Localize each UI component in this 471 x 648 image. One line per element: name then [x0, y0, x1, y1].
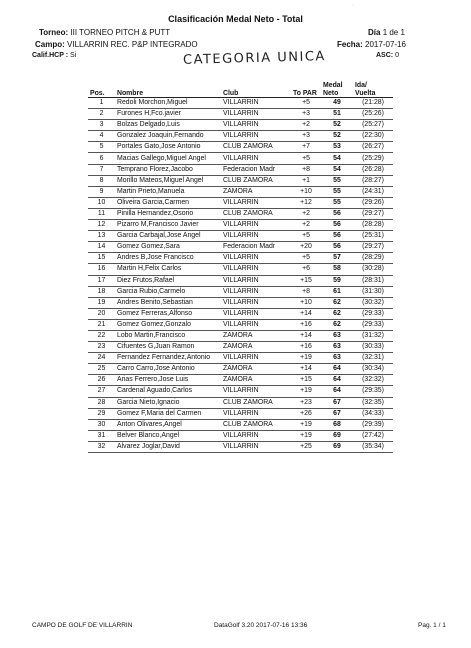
cell-club: Federacion Madr — [221, 242, 291, 253]
asc-label: ASC: — [376, 52, 394, 59]
cell-nombre: Macias Gallego,Miguel Angel — [115, 153, 221, 164]
table-row — [88, 353, 393, 364]
cell-ida: (26:27) — [353, 142, 393, 153]
cell-par: +19 — [291, 386, 321, 397]
cell-pos: 17 — [88, 275, 115, 286]
cell-pos: 16 — [88, 264, 115, 275]
cell-pos: 32 — [88, 441, 115, 452]
cell-neto: 63 — [321, 342, 353, 353]
cell-neto: 62 — [321, 297, 353, 308]
table-row — [88, 286, 393, 297]
cell-club: VILLARRIN — [221, 286, 291, 297]
table-row — [88, 408, 393, 419]
campo-line — [35, 40, 198, 49]
col-header-neto — [321, 82, 353, 98]
cell-nombre: Bolzas Delgado,Luis — [115, 120, 221, 131]
cell-nombre: Carro Carro,Jose Antonio — [115, 364, 221, 375]
cell-nombre: Gomez Ferreras,Alfonso — [115, 308, 221, 319]
cell-nombre: Gonzalez Joaquin,Fernando — [115, 131, 221, 142]
fecha-label: Fecha: — [337, 40, 363, 49]
cell-par: +15 — [291, 375, 321, 386]
cell-par: +5 — [291, 98, 321, 109]
cell-ida: (30:34) — [353, 364, 393, 375]
cell-pos: 4 — [88, 131, 115, 142]
fecha-line — [337, 40, 406, 49]
col-header-ida — [353, 82, 393, 98]
cell-club: VILLARRIN — [221, 98, 291, 109]
cell-ida: (26:28) — [353, 164, 393, 175]
cell-par: +2 — [291, 120, 321, 131]
torneo-value: III TORNEO PITCH & PUTT — [70, 28, 171, 37]
cell-ida: (21:28) — [353, 98, 393, 109]
cell-pos: 23 — [88, 342, 115, 353]
table-row — [88, 319, 393, 330]
cell-neto: 54 — [321, 153, 353, 164]
cell-ida: (35:34) — [353, 441, 393, 452]
cell-ida: (30:32) — [353, 297, 393, 308]
cell-pos: 1 — [88, 98, 115, 109]
cell-par: +25 — [291, 441, 321, 452]
cell-par: +12 — [291, 197, 321, 208]
table-row — [88, 297, 393, 308]
cell-nombre: Andres B,Jose Francisco — [115, 253, 221, 264]
cell-pos: 3 — [88, 120, 115, 131]
campo-value: VILLARRIN REC. P&P INTEGRADO — [67, 40, 198, 49]
cell-pos: 21 — [88, 319, 115, 330]
cell-club: VILLARRIN — [221, 308, 291, 319]
cell-neto: 67 — [321, 397, 353, 408]
cell-pos: 26 — [88, 375, 115, 386]
table-row — [88, 208, 393, 219]
cell-nombre: Temprano Florez,Jacobo — [115, 164, 221, 175]
cell-nombre: Garcia Nieto,Ignacio — [115, 397, 221, 408]
cell-par: +1 — [291, 175, 321, 186]
cell-neto: 53 — [321, 142, 353, 153]
cell-par: +14 — [291, 364, 321, 375]
cell-par: +2 — [291, 220, 321, 231]
cell-club: CLUB ZAMORA — [221, 175, 291, 186]
col-header-neto-line1: Medal — [323, 82, 343, 89]
cell-pos: 9 — [88, 186, 115, 197]
cell-club: CLUB ZAMORA — [221, 397, 291, 408]
cell-par: +23 — [291, 397, 321, 408]
table-header-row — [88, 82, 393, 98]
cell-nombre: Gomez F,Maria del Carmen — [115, 408, 221, 419]
cell-nombre: Furones H,Fco.javier — [115, 109, 221, 120]
cell-par: +10 — [291, 297, 321, 308]
cell-club: VILLARRIN — [221, 408, 291, 419]
cell-nombre: Lobo Martin,Francisco — [115, 330, 221, 341]
cell-pos: 7 — [88, 164, 115, 175]
table-row — [88, 175, 393, 186]
cell-club: VILLARRIN — [221, 253, 291, 264]
cell-club: ZAMORA — [221, 342, 291, 353]
cell-par: +7 — [291, 142, 321, 153]
table-row — [88, 397, 393, 408]
cell-ida: (30:28) — [353, 264, 393, 275]
cell-par: +5 — [291, 153, 321, 164]
table-row — [88, 131, 393, 142]
cell-nombre: Diez Frutos,Rafael — [115, 275, 221, 286]
cell-nombre: Cardenal Aguado,Carlos — [115, 386, 221, 397]
cell-neto: 49 — [321, 98, 353, 109]
cell-pos: 13 — [88, 231, 115, 242]
table-row — [88, 375, 393, 386]
cell-club: CLUB ZAMORA — [221, 208, 291, 219]
cell-par: +5 — [291, 231, 321, 242]
table-body — [88, 98, 393, 453]
col-header-ida-line2: Vuelta — [355, 89, 376, 97]
cell-neto: 55 — [321, 197, 353, 208]
cell-pos: 20 — [88, 308, 115, 319]
cell-pos: 6 — [88, 153, 115, 164]
cell-neto: 55 — [321, 175, 353, 186]
cell-nombre: Belver Blanco,Angel — [115, 430, 221, 441]
cell-neto: 57 — [321, 253, 353, 264]
cell-ida: (29:35) — [353, 386, 393, 397]
cell-club: VILLARRIN — [221, 353, 291, 364]
cell-ida: (29:33) — [353, 308, 393, 319]
table-row — [88, 430, 393, 441]
cell-nombre: Oliveira Garcia,Carmen — [115, 197, 221, 208]
cell-par: +20 — [291, 242, 321, 253]
cell-club: VILLARRIN — [221, 441, 291, 452]
cell-par: +16 — [291, 319, 321, 330]
cell-neto: 51 — [321, 109, 353, 120]
calif-label: Calif.HCP : — [32, 52, 69, 59]
dia-value: 1 de 1 — [382, 28, 405, 37]
cell-ida: (28:27) — [353, 175, 393, 186]
col-header-neto-line2: Neto — [323, 89, 339, 97]
cell-pos: 24 — [88, 353, 115, 364]
cell-neto: 67 — [321, 408, 353, 419]
table-row — [88, 364, 393, 375]
cell-ida: (34:33) — [353, 408, 393, 419]
footer-right: Pag. 1 / 1 — [418, 622, 446, 629]
cell-club: VILLARRIN — [221, 297, 291, 308]
table-row — [88, 342, 393, 353]
cell-nombre: Cifuentes G,Juan Ramon — [115, 342, 221, 353]
cell-nombre: Gomez Gomez,Gonzalo — [115, 319, 221, 330]
cell-nombre: Arias Ferrero,Jose Luis — [115, 375, 221, 386]
cell-ida: (22:30) — [353, 131, 393, 142]
col-header-nombre: Nombre — [115, 82, 221, 98]
cell-par: +3 — [291, 131, 321, 142]
cell-pos: 11 — [88, 208, 115, 219]
torneo-line — [39, 28, 170, 37]
cell-neto: 69 — [321, 430, 353, 441]
cell-pos: 25 — [88, 364, 115, 375]
cell-neto: 52 — [321, 131, 353, 142]
cell-neto: 64 — [321, 375, 353, 386]
col-header-ida-line1: Ida/ — [355, 82, 367, 89]
cell-club: ZAMORA — [221, 375, 291, 386]
cell-pos: 8 — [88, 175, 115, 186]
cell-nombre: Portales Gato,Jose Antonio — [115, 142, 221, 153]
cell-pos: 12 — [88, 220, 115, 231]
cell-neto: 52 — [321, 120, 353, 131]
table-row — [88, 153, 393, 164]
cell-nombre: Pinilla Hernandez,Osorio — [115, 208, 221, 219]
cell-ida: (29:26) — [353, 197, 393, 208]
cell-neto: 56 — [321, 231, 353, 242]
cell-par: +2 — [291, 208, 321, 219]
cell-ida: (28:31) — [353, 275, 393, 286]
table-row — [88, 197, 393, 208]
cell-neto: 68 — [321, 419, 353, 430]
cell-pos: 30 — [88, 419, 115, 430]
cell-nombre: Fernandez Fernandez,Antonio — [115, 353, 221, 364]
cell-neto: 63 — [321, 330, 353, 341]
col-header-club: Club — [221, 82, 291, 98]
cell-pos: 22 — [88, 330, 115, 341]
cell-neto: 54 — [321, 164, 353, 175]
cell-club: VILLARRIN — [221, 220, 291, 231]
cell-neto: 63 — [321, 353, 353, 364]
footer-center: DataGolf 3.20 2017-07-16 13:36 — [214, 622, 308, 629]
cell-ida: (29:39) — [353, 419, 393, 430]
calif-line — [32, 52, 76, 59]
cell-ida: (24:31) — [353, 186, 393, 197]
fecha-value: 2017-07-16 — [365, 40, 406, 49]
cell-neto: 58 — [321, 264, 353, 275]
cell-neto: 64 — [321, 364, 353, 375]
cell-pos: 28 — [88, 397, 115, 408]
cell-ida: (32:35) — [353, 397, 393, 408]
table-row — [88, 98, 393, 109]
table-row — [88, 275, 393, 286]
cell-neto: 64 — [321, 386, 353, 397]
cell-pos: 31 — [88, 430, 115, 441]
cell-club: VILLARRIN — [221, 153, 291, 164]
report-title: Clasificación Medal Neto - Total — [168, 14, 303, 24]
cell-par: +8 — [291, 164, 321, 175]
cell-neto: 62 — [321, 308, 353, 319]
cell-club: ZAMORA — [221, 186, 291, 197]
table-row — [88, 242, 393, 253]
cell-pos: 2 — [88, 109, 115, 120]
table-row — [88, 419, 393, 430]
cell-ida: (32:31) — [353, 353, 393, 364]
cell-par: +10 — [291, 186, 321, 197]
cell-ida: (28:29) — [353, 253, 393, 264]
cell-par: +16 — [291, 342, 321, 353]
cell-neto: 56 — [321, 242, 353, 253]
handwritten-category: CATEGORIA UNICA — [182, 49, 327, 68]
cell-club: ZAMORA — [221, 364, 291, 375]
cell-club: VILLARRIN — [221, 120, 291, 131]
cell-ida: (32:32) — [353, 375, 393, 386]
cell-par: +14 — [291, 330, 321, 341]
cell-par: +19 — [291, 430, 321, 441]
table-row — [88, 164, 393, 175]
cell-nombre: Gomez Gomez,Sara — [115, 242, 221, 253]
cell-neto: 56 — [321, 220, 353, 231]
campo-label: Campo: — [35, 40, 65, 49]
table-row — [88, 220, 393, 231]
table-row — [88, 120, 393, 131]
cell-ida: (29:27) — [353, 208, 393, 219]
cell-pos: 27 — [88, 386, 115, 397]
cell-ida: (31:32) — [353, 330, 393, 341]
cell-par: +5 — [291, 253, 321, 264]
dia-line — [368, 28, 405, 37]
cell-pos: 10 — [88, 197, 115, 208]
cell-pos: 29 — [88, 408, 115, 419]
cell-club: VILLARRIN — [221, 197, 291, 208]
cell-ida: (25:26) — [353, 109, 393, 120]
cell-club: ZAMORA — [221, 330, 291, 341]
cell-club: CLUB ZAMORA — [221, 419, 291, 430]
cell-par: +19 — [291, 353, 321, 364]
cell-nombre: Alvarez Joglar,David — [115, 441, 221, 452]
cell-pos: 19 — [88, 297, 115, 308]
cell-ida: (25:29) — [353, 153, 393, 164]
cell-nombre: Pizarro M,Francisco Javier — [115, 220, 221, 231]
cell-pos: 18 — [88, 286, 115, 297]
cell-nombre: Andres Benito,Sebastian — [115, 297, 221, 308]
cell-neto: 59 — [321, 275, 353, 286]
table-row — [88, 142, 393, 153]
cell-nombre: Anton Olivares,Angel — [115, 419, 221, 430]
cell-pos: 14 — [88, 242, 115, 253]
table-row — [88, 441, 393, 452]
cell-club: VILLARRIN — [221, 231, 291, 242]
footer-left: CAMPO DE GOLF DE VILLARRIN — [32, 622, 133, 629]
table-row — [88, 308, 393, 319]
cell-par: +26 — [291, 408, 321, 419]
cell-nombre: Garcia Rubio,Carmelo — [115, 286, 221, 297]
dia-label: Día — [368, 28, 381, 37]
cell-ida: (30:33) — [353, 342, 393, 353]
table-row — [88, 253, 393, 264]
cell-neto: 62 — [321, 319, 353, 330]
cell-pos: 5 — [88, 142, 115, 153]
cell-nombre: Garcia Carbajal,Jose Angel — [115, 231, 221, 242]
table-row — [88, 264, 393, 275]
cell-club: VILLARRIN — [221, 275, 291, 286]
cell-ida: (29:33) — [353, 319, 393, 330]
cell-ida: (29:27) — [353, 242, 393, 253]
cell-nombre: Martin H,Felix Carlos — [115, 264, 221, 275]
cell-ida: (25:31) — [353, 231, 393, 242]
cell-club: VILLARRIN — [221, 264, 291, 275]
cell-neto: 55 — [321, 186, 353, 197]
cell-club: Federacion Madr — [221, 164, 291, 175]
cell-par: +15 — [291, 275, 321, 286]
cell-neto: 61 — [321, 286, 353, 297]
cell-nombre: Martin Prieto,Manuela — [115, 186, 221, 197]
cell-club: VILLARRIN — [221, 319, 291, 330]
table-row — [88, 109, 393, 120]
cell-par: +19 — [291, 419, 321, 430]
corner-mark: · — [352, 2, 355, 9]
results-table — [88, 82, 393, 453]
cell-par: +8 — [291, 286, 321, 297]
cell-neto: 56 — [321, 208, 353, 219]
table-row — [88, 231, 393, 242]
table-row — [88, 330, 393, 341]
table-row — [88, 186, 393, 197]
cell-par: +6 — [291, 264, 321, 275]
asc-value: 0 — [395, 52, 399, 59]
cell-neto: 69 — [321, 441, 353, 452]
cell-club: VILLARRIN — [221, 109, 291, 120]
table-row — [88, 386, 393, 397]
cell-ida: (27:42) — [353, 430, 393, 441]
cell-club: CLUB ZAMORA — [221, 142, 291, 153]
col-header-pos: Pos. — [88, 82, 115, 98]
cell-ida: (28:28) — [353, 220, 393, 231]
cell-nombre: Redoli Morchon,Miguel — [115, 98, 221, 109]
cell-ida: (25:27) — [353, 120, 393, 131]
cell-par: +14 — [291, 308, 321, 319]
cell-nombre: Morillo Mateos,Miguel Angel — [115, 175, 221, 186]
calif-value: Si — [70, 52, 77, 59]
col-header-par: To PAR — [291, 82, 321, 98]
torneo-label: Torneo: — [39, 28, 69, 37]
asc-line — [376, 52, 399, 59]
cell-pos: 15 — [88, 253, 115, 264]
cell-club: VILLARRIN — [221, 131, 291, 142]
cell-ida: (31:30) — [353, 286, 393, 297]
cell-club: VILLARRIN — [221, 386, 291, 397]
cell-par: +3 — [291, 109, 321, 120]
cell-club: VILLARRIN — [221, 430, 291, 441]
